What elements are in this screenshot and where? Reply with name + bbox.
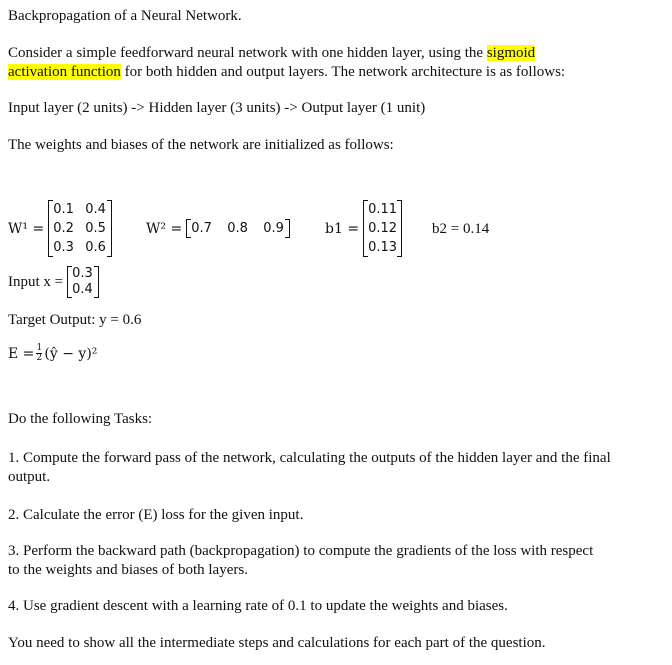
w1-row — [53, 219, 107, 238]
task-item: 2. Calculate the error (E) loss for the given input. — [8, 507, 304, 523]
w2-cell: 0.9 — [263, 221, 284, 236]
w1-cell: 0.5 — [85, 221, 106, 236]
target-output: Target Output: y = 0.6 — [8, 312, 142, 328]
architecture-line: Input layer (2 units) -> Hidden layer (3 units) -> Output layer (1 unit) — [8, 100, 426, 116]
w2-cell: 0.8 — [227, 221, 248, 236]
b1-matrix — [363, 200, 402, 257]
error-lhs: E = — [8, 345, 35, 362]
w1-cell: 0.1 — [53, 202, 74, 217]
w1-cell: 0.4 — [85, 202, 106, 217]
intro-paragraph — [8, 44, 628, 82]
w1-cell: 0.2 — [53, 221, 74, 236]
intro-text-1: Consider a simple feedforward neural network with one hidden layer, using the — [8, 45, 487, 61]
b1-row — [368, 238, 397, 257]
w1-cell: 0.3 — [53, 240, 74, 255]
input-vector — [67, 266, 99, 298]
task-item: 1. Compute the forward pass of the network, calculating the outputs of the hidden layer and the final output. — [8, 450, 611, 485]
w2-cell: 0.7 — [191, 221, 212, 236]
document-title: Backpropagation of a Neural Network. — [8, 8, 242, 24]
w1-label: W¹ = — [8, 220, 45, 237]
input-cell: 0.3 — [72, 266, 93, 281]
b1-cell: 0.12 — [368, 221, 398, 236]
b1-row — [368, 200, 397, 219]
highlight-activation-function: activation function — [8, 64, 121, 80]
w2-matrix — [186, 219, 290, 238]
error-fraction — [36, 344, 42, 363]
input-label: Input x = — [8, 273, 64, 290]
w2-label: W² = — [146, 220, 183, 237]
error-formula — [8, 344, 97, 363]
input-cell: 0.4 — [72, 282, 93, 297]
w1-row — [53, 200, 107, 219]
fraction-numerator: 1 — [36, 343, 43, 353]
w2-block — [146, 219, 290, 238]
b1-block — [325, 200, 402, 257]
error-rhs: (ŷ − y)² — [44, 345, 98, 362]
input-block — [8, 266, 99, 298]
input-row — [72, 266, 94, 282]
task-item: 4. Use gradient descent with a learning rate of 0.1 to update the weights and biases. — [8, 598, 508, 614]
b1-cell: 0.11 — [368, 202, 398, 217]
tasks-heading: Do the following Tasks: — [8, 411, 153, 427]
highlight-sigmoid: sigmoid — [486, 45, 536, 61]
fraction-denominator: 2 — [36, 353, 43, 363]
w1-row — [53, 238, 107, 257]
b2-value: b2 = 0.14 — [432, 221, 490, 237]
w1-matrix — [48, 200, 112, 257]
w2-row — [191, 219, 285, 238]
task-item: 3. Perform the backward path (backpropagation) to compute the gradients of the loss with respect to the weights and biases of both layers. — [8, 543, 594, 578]
input-row — [72, 282, 94, 298]
b1-row — [368, 219, 397, 238]
w1-cell: 0.6 — [85, 240, 106, 255]
init-text: The weights and biases of the network are initialized as follows: — [8, 137, 394, 153]
w1-block — [8, 200, 112, 257]
intro-text-2: for both hidden and output layers. The network architecture is as follows: — [120, 64, 566, 80]
b1-cell: 0.13 — [368, 240, 398, 255]
b1-label: b1 = — [325, 220, 360, 237]
footer-instructions: You need to show all the intermediate steps and calculations for each part of the question. — [8, 635, 546, 651]
